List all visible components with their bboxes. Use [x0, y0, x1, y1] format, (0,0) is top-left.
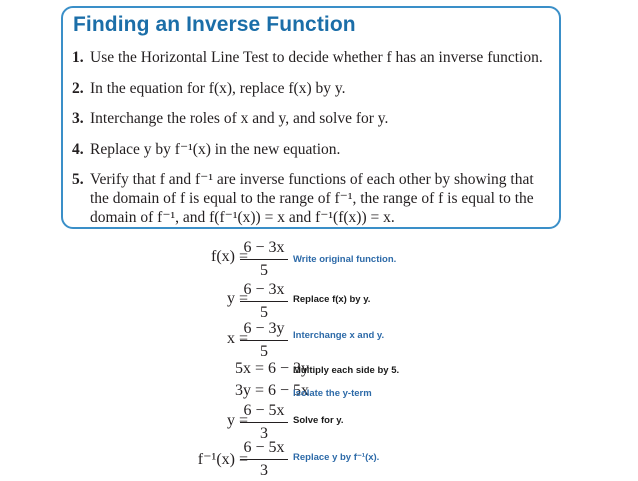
fraction	[240, 319, 288, 362]
step-1	[72, 48, 543, 67]
step-note: Isolate the y-term	[293, 388, 372, 399]
step-3	[72, 109, 388, 128]
step-text-line-2: the domain of f is equal to the range of f⁻¹, the range of f is equal to the	[90, 190, 534, 207]
equation-lhs: y =	[226, 412, 248, 429]
step-note: Interchange x and y.	[293, 330, 385, 341]
equation: 3y = 6 − 5x	[234, 382, 309, 399]
step-number: 1.	[72, 49, 84, 66]
equation-lhs: f(x) =	[210, 248, 248, 265]
numerator: 6 − 5x	[240, 401, 288, 423]
equation-lhs: y =	[226, 290, 248, 307]
step-5	[72, 170, 534, 227]
numerator: 6 − 3y	[240, 319, 288, 341]
denominator: 3	[260, 425, 268, 442]
step-number: 4.	[72, 141, 84, 158]
step-text: Interchange the roles of x and y, and solve for y.	[90, 110, 389, 127]
box-title: Finding an Inverse Function	[73, 13, 356, 36]
step-note: Solve for y.	[293, 415, 344, 426]
fraction	[240, 438, 288, 481]
step-2	[72, 79, 346, 98]
denominator: 5	[260, 343, 268, 360]
step-note: Replace f(x) by y.	[293, 294, 371, 305]
equation: 5x = 6 − 3y	[234, 360, 309, 377]
step-text: In the equation for f(x), replace f(x) by y.	[90, 80, 346, 97]
definition-box	[61, 6, 561, 229]
step-number: 5.	[72, 171, 84, 188]
equation-lhs: x =	[226, 330, 248, 347]
step-note: Multiply each side by 5.	[293, 365, 400, 376]
step-note: Write original function.	[293, 254, 397, 265]
numerator: 6 − 5x	[240, 438, 288, 460]
step-note: Replace y by f⁻¹(x).	[293, 452, 380, 463]
fraction	[240, 280, 288, 323]
fraction	[240, 238, 288, 281]
equation-lhs: f⁻¹(x) =	[197, 451, 248, 468]
numerator: 6 − 3x	[240, 238, 288, 260]
numerator: 6 − 3x	[240, 280, 288, 302]
denominator: 5	[260, 304, 268, 321]
step-number: 3.	[72, 110, 84, 127]
step-text-line-3: domain of f⁻¹, and f(f⁻¹(x)) = x and f⁻¹(f(x)) = x.	[90, 209, 395, 226]
step-number: 2.	[72, 80, 84, 97]
step-text: Replace y by f⁻¹(x) in the new equation.	[90, 141, 341, 158]
step-text-line-1: Verify that f and f⁻¹ are inverse functions of each other by showing that	[90, 171, 534, 188]
denominator: 5	[260, 262, 268, 279]
step-text: Use the Horizontal Line Test to decide whether f has an inverse function.	[90, 49, 543, 66]
denominator: 3	[260, 462, 268, 479]
step-4	[72, 140, 340, 159]
